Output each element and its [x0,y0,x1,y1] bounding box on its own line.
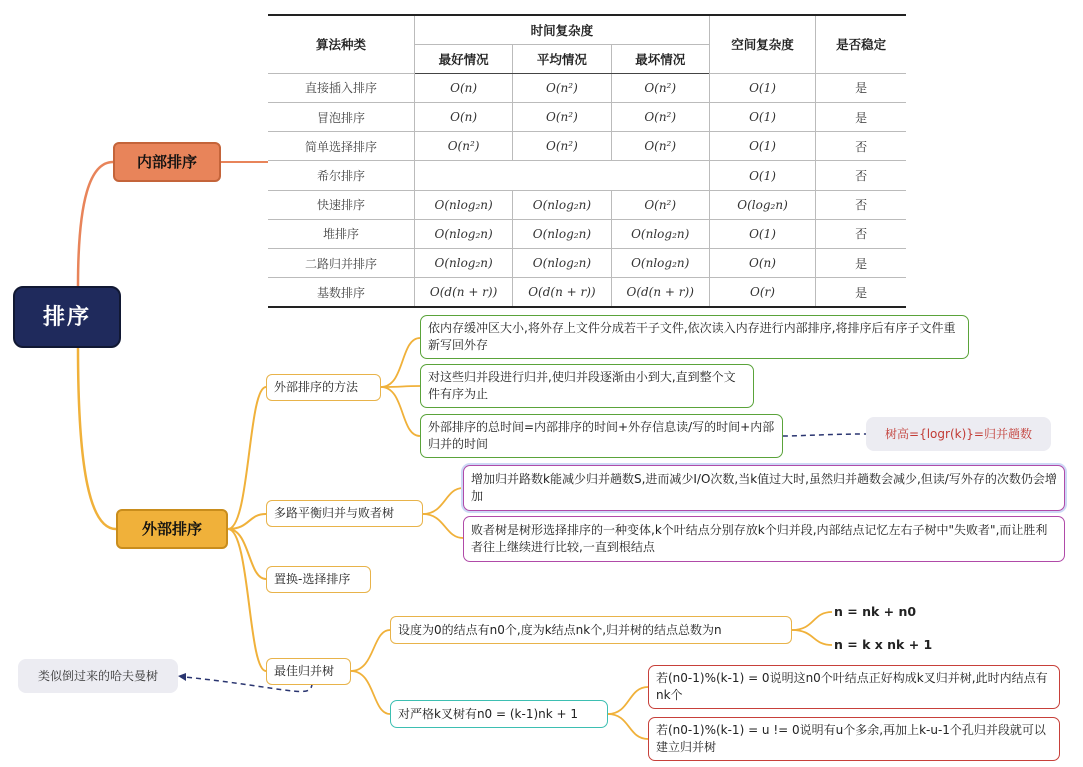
method-node[interactable] [266,374,381,401]
header-time: 时间复杂度 [414,15,709,44]
external-sort-node[interactable] [116,509,228,549]
cell-best: O(n) [414,73,512,102]
internal-sort-node[interactable] [113,142,221,182]
cell-best: O(nlog₂n) [414,190,512,219]
link-external-replace [228,529,266,579]
link-deg-f2 [792,630,832,645]
condition-2-text: 若(n0-1)%(k-1) = u != 0说明有u个多余,再加上k-u-1个孔归并段就可以建立归并树 [656,723,1046,754]
best-merge-tree-node[interactable] [266,658,351,685]
table-row [268,190,906,219]
cell-stable: 是 [816,73,906,102]
header-algorithm: 算法种类 [268,15,414,73]
multiway-label: 多路平衡归并与败者树 [274,506,395,520]
strict-tree-label: 对严格k叉树有n0 = (k-1)nk + 1 [398,706,579,721]
link-external-method [228,387,266,529]
multiway-item-1-text: 增加归并路数k能减少归并趟数S,进而减少I/O次数,当k值过大时,虽然归并趟数会减少,但读/写外存的次数仍会增加 [471,472,1057,503]
external-sort-label: 外部排序 [141,519,202,538]
cell-stable: 否 [816,132,906,161]
strict-tree-node[interactable] [390,700,608,728]
cell-space: O(1) [709,219,815,248]
complexity-table-container [268,14,906,308]
cell-best: O(n²) [414,132,512,161]
cell-stable: 否 [816,161,906,190]
cell-algorithm: 希尔排序 [268,161,414,190]
table-row [268,249,906,278]
link-multiway-2 [423,514,463,538]
method-item-1[interactable] [420,315,969,359]
degree-node[interactable] [390,616,792,644]
root-node[interactable] [13,286,121,348]
tree-height-note[interactable] [866,417,1051,451]
cell-space: O(1) [709,132,815,161]
cell-best: O(d(n + r)) [414,278,512,307]
formula-2-text: n = k x nk + 1 [834,637,933,652]
cell-space: O(1) [709,73,815,102]
cell-average: O(n²) [513,73,611,102]
cell-algorithm: 堆排序 [268,219,414,248]
header-best: 最好情况 [414,44,512,73]
method-item-3[interactable] [420,414,783,458]
method-item-3-text: 外部排序的总时间=内部排序的时间+外存信息读/写的时间+内部归并的时间 [428,420,775,451]
link-external-best [228,529,266,671]
huffman-note[interactable] [18,659,178,693]
cell-space: O(1) [709,161,815,190]
table-row [268,161,906,190]
multiway-node[interactable] [266,500,423,527]
arrowhead-note-huffman [178,673,186,681]
cell-average: O(d(n + r)) [513,278,611,307]
condition-1[interactable] [648,665,1060,709]
link-method-1 [381,338,420,387]
multiway-item-2[interactable] [463,516,1065,562]
cell-space: O(n) [709,249,815,278]
link-method-3 [381,387,420,436]
header-worst: 最坏情况 [611,44,709,73]
cell-algorithm: 冒泡排序 [268,103,414,132]
cell-stable: 是 [816,103,906,132]
cell-best: O(nlog₂n) [414,219,512,248]
cell-average: O(nlog₂n) [513,190,611,219]
formula-1-text: n = nk + n0 [834,604,917,619]
link-root-internal [78,162,113,286]
root-label: 排序 [42,304,91,330]
cell-worst: O(n²) [611,132,709,161]
replace-select-label: 置换-选择排序 [274,572,351,586]
link-dashed-note-height [783,434,866,436]
replace-select-node[interactable] [266,566,371,593]
cell-worst: O(n²) [611,73,709,102]
cell-stable: 是 [816,278,906,307]
table-row [268,103,906,132]
cell-worst: O(d(n + r)) [611,278,709,307]
link-deg-f1 [792,612,832,630]
cell-stable: 是 [816,249,906,278]
cell-worst: O(n²) [611,103,709,132]
cell-algorithm: 快速排序 [268,190,414,219]
link-strict-c1 [608,687,648,714]
multiway-item-2-text: 败者树是树形选择排序的一种变体,k个叶结点分别存放k个归并段,内部结点记忆左右子树中"失败者",而让胜利者往上继续进行比较,一直到根结点 [471,523,1048,554]
cell-algorithm: 二路归并排序 [268,249,414,278]
cell-space: O(r) [709,278,815,307]
cell-space: O(1) [709,103,815,132]
link-method-2 [381,386,420,387]
cell-average: O(n²) [513,132,611,161]
degree-label: 设度为0的结点有n0个,度为k结点nk个,归并树的结点总数为n [398,622,722,637]
condition-1-text: 若(n0-1)%(k-1) = 0说明这n0个叶结点正好构成k叉归并树,此时内结点有nk个 [656,671,1048,702]
cell-average: O(n²) [513,103,611,132]
link-best-deg [351,630,390,671]
method-label: 外部排序的方法 [274,380,359,394]
internal-sort-label: 内部排序 [136,152,197,171]
formula-2 [834,636,954,654]
header-stable: 是否稳定 [816,15,906,73]
cell-stable: 否 [816,219,906,248]
link-best-strict [351,671,390,714]
table-row [268,73,906,102]
cell-best: O(nlog₂n) [414,249,512,278]
header-space: 空间复杂度 [709,15,815,73]
cell-average: O(nlog₂n) [513,219,611,248]
cell-average: O(nlog₂n) [513,249,611,278]
link-external-multiway [228,514,266,529]
method-item-2[interactable] [420,364,754,408]
link-strict-c2 [608,714,648,739]
complexity-table [268,14,906,308]
table-row [268,219,906,248]
cell-algorithm: 简单选择排序 [268,132,414,161]
cell-worst: O(nlog₂n) [611,249,709,278]
cell-stable: 否 [816,190,906,219]
formula-1 [834,603,944,621]
header-average: 平均情况 [513,44,611,73]
link-root-external [78,348,116,529]
best-merge-tree-label: 最佳归并树 [274,664,335,678]
cell-space: O(log₂n) [709,190,815,219]
tree-height-note-text: 树高={logr(k)}=归并趟数 [885,426,1032,441]
cell-worst: O(nlog₂n) [611,219,709,248]
method-item-1-text: 依内存缓冲区大小,将外存上文件分成若干子文件,依次读入内存进行内部排序,将排序后有序子文件重新写回外存 [428,321,956,352]
condition-2[interactable] [648,717,1060,761]
table-row [268,132,906,161]
table-row [268,278,906,307]
cell-worst: O(n²) [611,190,709,219]
cell-best: O(n) [414,103,512,132]
cell-time-merged [414,161,709,190]
method-item-2-text: 对这些归并段进行归并,使归并段逐渐由小到大,直到整个文件有序为止 [428,370,736,401]
huffman-note-text: 类似倒过来的哈夫曼树 [37,668,158,683]
cell-algorithm: 直接插入排序 [268,73,414,102]
multiway-item-1[interactable] [463,465,1065,511]
cell-algorithm: 基数排序 [268,278,414,307]
link-multiway-1 [423,488,463,514]
